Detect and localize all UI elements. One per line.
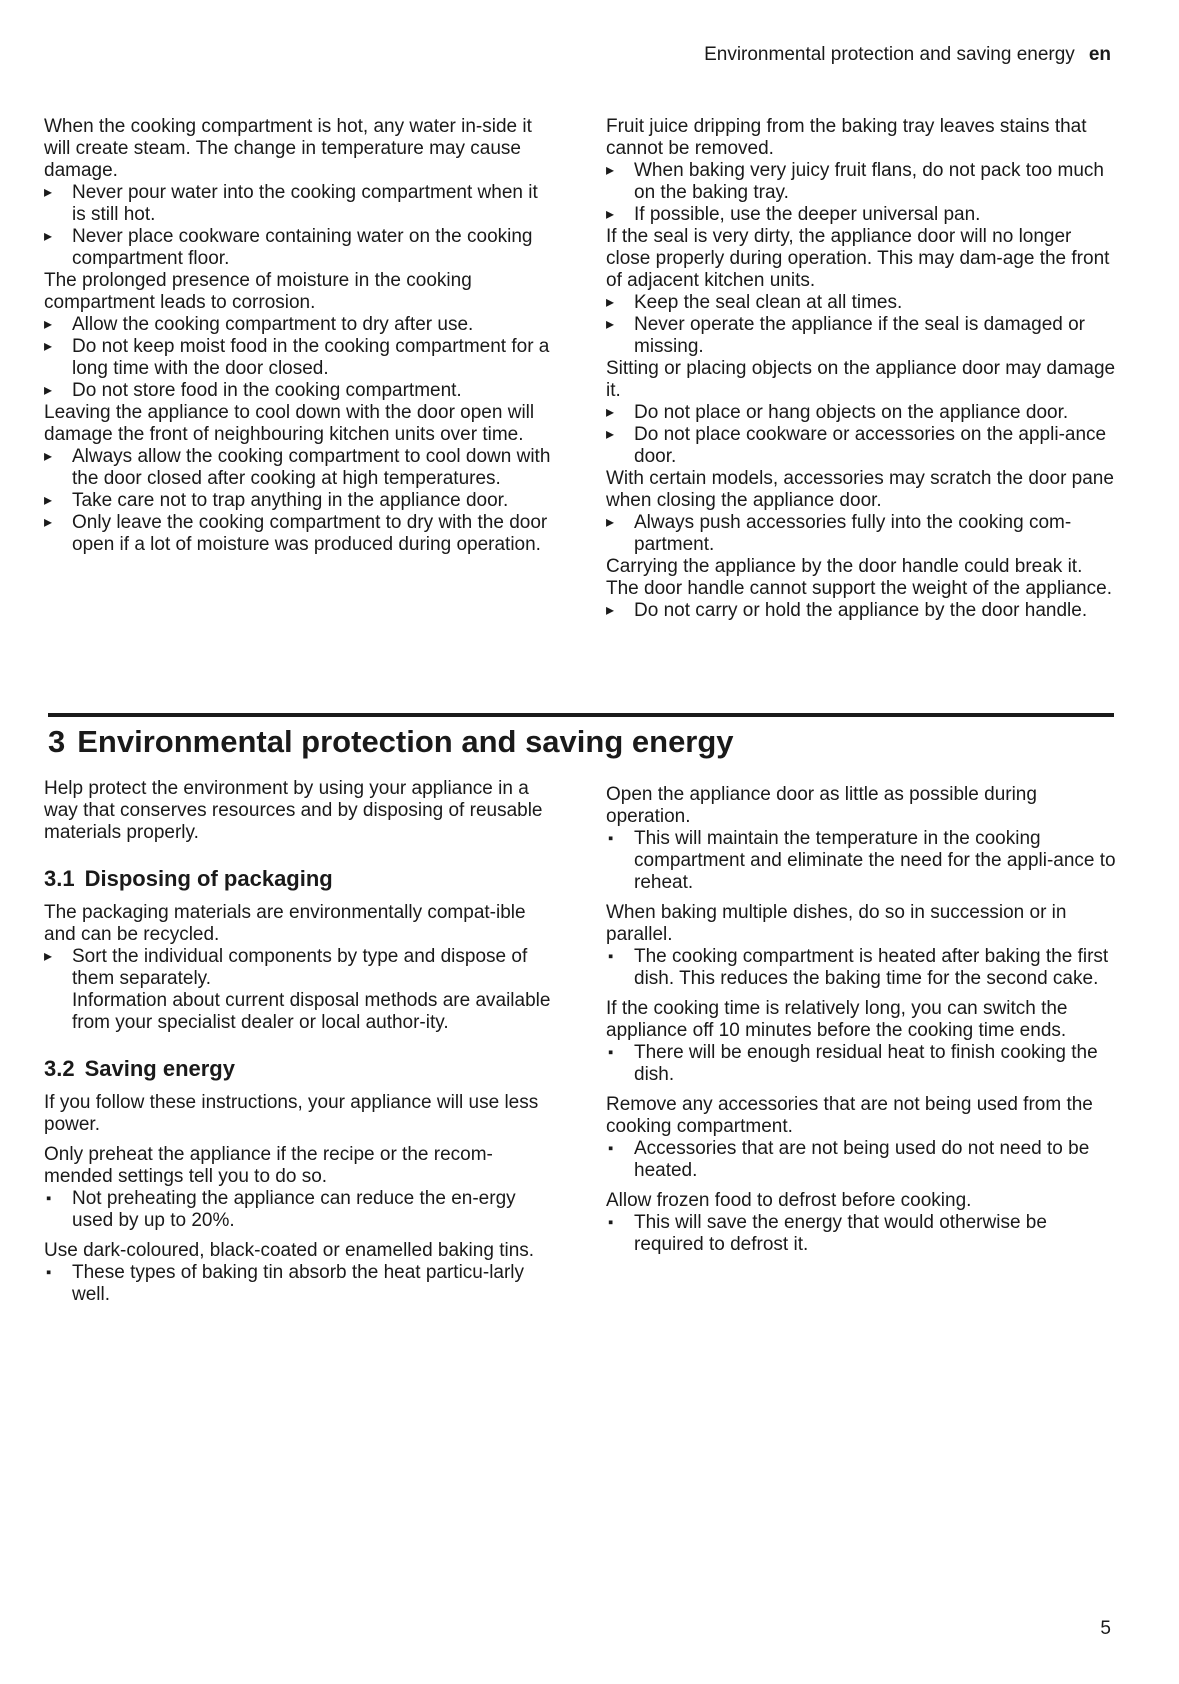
running-header — [704, 44, 1111, 66]
list-item: ▸ Do not place cookware or accessories on the appli-ance door. — [606, 424, 1116, 468]
list-item: ▸ Do not store food in the cooking compartment. — [44, 380, 554, 402]
top-left-column — [44, 116, 554, 556]
bullet-list — [606, 1212, 1116, 1256]
paragraph: The packaging materials are environmentally compat-ible and can be recycled. — [44, 902, 526, 945]
bullet-list — [44, 946, 554, 1034]
paragraph: Sitting or placing objects on the appliance door may damage it. — [606, 358, 1116, 401]
bullet-list — [606, 600, 1116, 622]
list-item — [44, 946, 554, 1034]
header-language: en — [1088, 44, 1111, 65]
paragraph: Open the appliance door as little as possible during operation. — [606, 784, 1037, 827]
bullet-list — [606, 828, 1116, 894]
bullet-list — [606, 1138, 1116, 1182]
paragraph: With certain models, accessories may scratch the door pane when closing the appliance door. — [606, 468, 1114, 511]
list-item-subtext: Information about current disposal methods are available from your specialist dealer or local author-ity. — [72, 990, 551, 1033]
list-item: ▪ Accessories that are not being used do not need to be heated. — [606, 1138, 1116, 1182]
bullet-list — [606, 512, 1116, 556]
section-number: 3.2 — [44, 1056, 75, 1081]
bullet-list — [606, 1042, 1116, 1086]
list-item: ▸ Only leave the cooking compartment to dry with the door open if a lot of moisture was produced during operation. — [44, 512, 554, 556]
section-title: Saving energy — [84, 1056, 235, 1081]
paragraph: When the cooking compartment is hot, any water in-side it will create steam. The change in temperature may cause damage. — [44, 116, 532, 181]
paragraph: Allow frozen food to defrost before cooking. — [606, 1190, 972, 1211]
chapter-heading — [48, 722, 734, 762]
paragraph: If the seal is very dirty, the appliance door will no longer close properly during operation. This may dam-age the front of adjacent kitchen units. — [606, 226, 1110, 291]
bullet-list — [606, 160, 1116, 226]
page-number: 5 — [1100, 1618, 1111, 1639]
list-item: ▸ Keep the seal clean at all times. — [606, 292, 1116, 314]
bullet-list — [44, 1262, 554, 1306]
header-section-title: Environmental protection and saving energy — [704, 44, 1075, 65]
bullet-list — [44, 446, 554, 556]
section-title: Disposing of packaging — [84, 866, 333, 891]
section-heading-saving-energy — [44, 1056, 554, 1082]
list-item: ▪ Not preheating the appliance can reduce the en-ergy used by up to 20%. — [44, 1188, 554, 1232]
list-item: ▪ This will maintain the temperature in the cooking compartment and eliminate the need for the appli-ance to reheat. — [606, 828, 1116, 894]
paragraph: Carrying the appliance by the door handle could break it. The door handle cannot support the weight of the appliance. — [606, 556, 1112, 599]
list-item: ▸ Always allow the cooking compartment to cool down with the door closed after cooking at high temperatures. — [44, 446, 554, 490]
chapter-rule — [48, 713, 1114, 717]
paragraph: When baking multiple dishes, do so in succession or in parallel. — [606, 902, 1067, 945]
chapter-number: 3 — [48, 724, 66, 759]
list-item: ▸ Never place cookware containing water on the cooking compartment floor. — [44, 226, 554, 270]
bullet-list — [606, 292, 1116, 358]
list-item: ▸ Never pour water into the cooking compartment when it is still hot. — [44, 182, 554, 226]
list-item-text: Sort the individual components by type and dispose of them separately. — [72, 946, 528, 989]
paragraph: Remove any accessories that are not being used from the cooking compartment. — [606, 1094, 1093, 1137]
section-number: 3.1 — [44, 866, 75, 891]
list-item: ▪ The cooking compartment is heated after baking the first dish. This reduces the baking time for the second cake. — [606, 946, 1116, 990]
list-item: ▪ This will save the energy that would otherwise be required to defrost it. — [606, 1212, 1116, 1256]
bottom-right-column — [606, 784, 1116, 1256]
list-item: ▸ Allow the cooking compartment to dry after use. — [44, 314, 554, 336]
list-item: ▸ Take care not to trap anything in the appliance door. — [44, 490, 554, 512]
list-item: ▸ When baking very juicy fruit flans, do not pack too much on the baking tray. — [606, 160, 1116, 204]
paragraph: Only preheat the appliance if the recipe or the recom-mended settings tell you to do so. — [44, 1144, 493, 1187]
paragraph: Use dark-coloured, black-coated or enamelled baking tins. — [44, 1240, 535, 1261]
list-item: ▸ Do not place or hang objects on the appliance door. — [606, 402, 1116, 424]
chapter-title: Environmental protection and saving energy — [77, 724, 734, 759]
intro-paragraph: Help protect the environment by using your appliance in a way that conserves resources and by disposing of reusable materials properly. — [44, 778, 543, 843]
bullet-list — [44, 314, 554, 402]
section-heading-disposing — [44, 866, 554, 892]
paragraph: Leaving the appliance to cool down with the door open will damage the front of neighbouring kitchen units over time. — [44, 402, 535, 445]
top-right-column — [606, 116, 1116, 622]
bullet-list — [606, 402, 1116, 468]
bottom-left-column — [44, 778, 554, 1306]
paragraph: The prolonged presence of moisture in the cooking compartment leads to corrosion. — [44, 270, 472, 313]
list-item: ▸ Never operate the appliance if the seal is damaged or missing. — [606, 314, 1116, 358]
list-item: ▪ These types of baking tin absorb the heat particu-larly well. — [44, 1262, 554, 1306]
list-item: ▸ Do not keep moist food in the cooking compartment for a long time with the door closed. — [44, 336, 554, 380]
bullet-list — [44, 1188, 554, 1232]
list-item: ▸ Do not carry or hold the appliance by the door handle. — [606, 600, 1116, 622]
list-item: ▸ If possible, use the deeper universal pan. — [606, 204, 1116, 226]
paragraph: Fruit juice dripping from the baking tray leaves stains that cannot be removed. — [606, 116, 1087, 159]
bullet-list — [44, 182, 554, 270]
bullet-list — [606, 946, 1116, 990]
list-item: ▪ There will be enough residual heat to finish cooking the dish. — [606, 1042, 1116, 1086]
paragraph: If the cooking time is relatively long, you can switch the appliance off 10 minutes before the cooking time ends. — [606, 998, 1068, 1041]
list-item: ▸ Always push accessories fully into the cooking com-partment. — [606, 512, 1116, 556]
paragraph: If you follow these instructions, your appliance will use less power. — [44, 1092, 539, 1135]
